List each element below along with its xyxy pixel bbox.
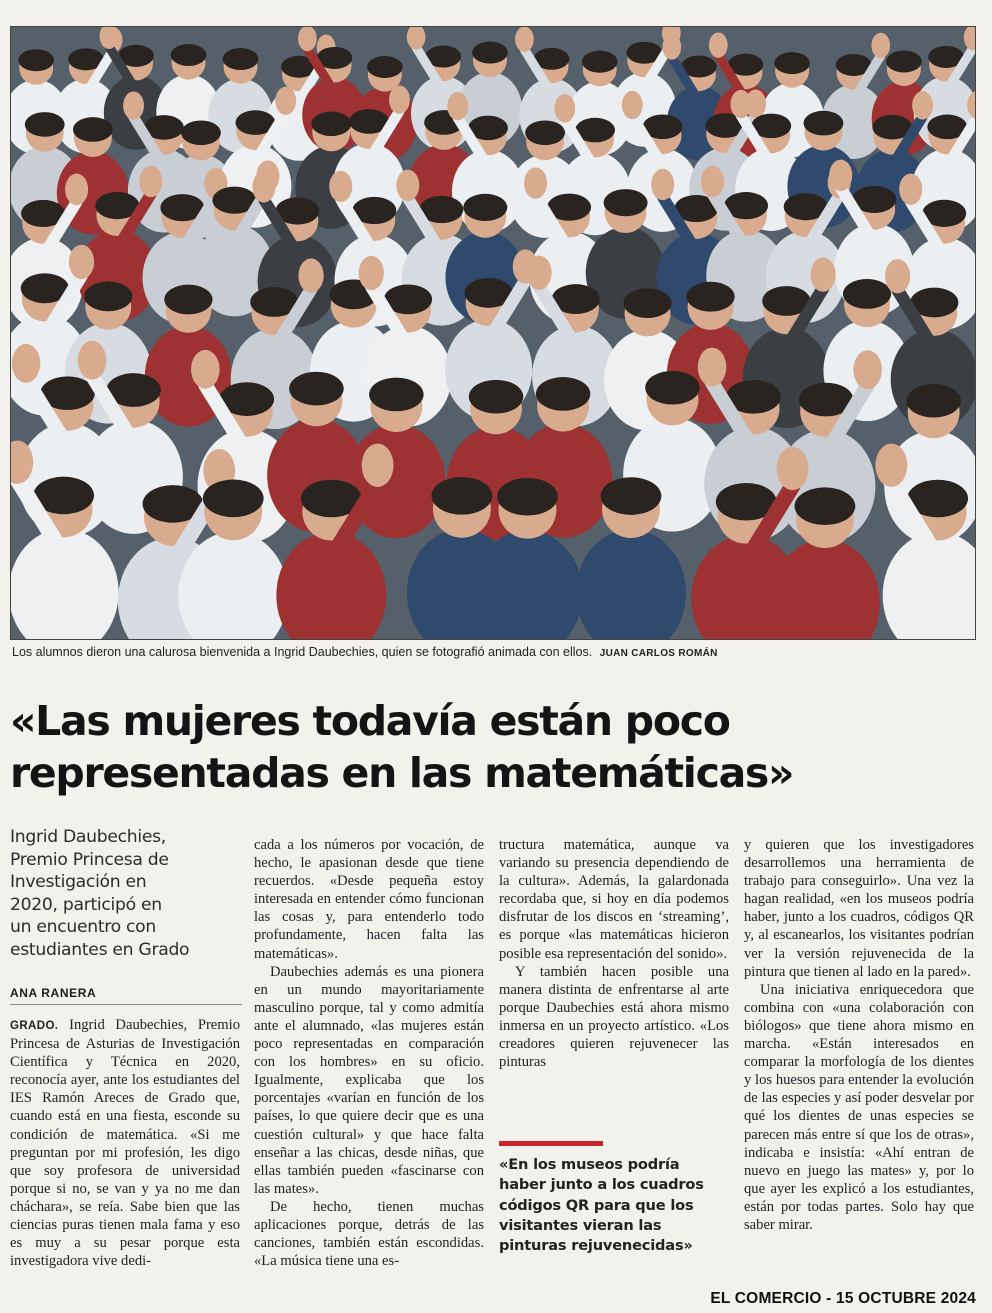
- headline-line-2: representadas en las matemáticas»: [10, 749, 794, 797]
- photo-credit: JUAN CARLOS ROMÁN: [599, 648, 718, 659]
- dateline: GRADO.: [10, 1020, 59, 1032]
- body-paragraph: y quieren que los investigadores desarrollemos una herramienta de trabajo para conseguirlo». Una vez la hagan realidad, «en los museos podría haber, junto a los cuadros, códigos QR y, al escanearlos, los visitantes podrían ver la versión rejuvenecida de la pintura que tienen al lado en la pared».: [744, 837, 974, 980]
- pullquote: «En los museos podría haber junto a los cuadros códigos QR para que los visitantes vieran las pinturas rejuvenecidas»: [499, 1156, 704, 1255]
- body-paragraph: [10, 1016, 240, 1270]
- subheadline-line: 2020, participó en: [10, 894, 162, 915]
- body-column-3: [499, 836, 729, 1071]
- body-column-2: [254, 836, 484, 1270]
- body-paragraph: Daubechies además es una pionera en un mundo mayoritariamente masculino porque, tal y como admitía ante el alumnado, «las mujeres están poco representadas en comparación con los hombres» en su oficio. Igualmente, explicaba que los porcentajes «varían en función de los países, lo que quiere decir que es una cuestión cultural» y que hace falta enseñar a las chicas, desde niñas, que ellas también pueden «fascinarse con las mates».: [254, 963, 484, 1197]
- body-paragraph: cada a los números por vocación, de hecho, le apasionan desde que tiene recuerdos. «Desde pequeña estoy interesada en entender cómo funcionan las cosas y, para entenderlo todo profundamente, hacen falta las matemáticas».: [254, 837, 484, 962]
- subheadline-line: estudiantes en Grado: [10, 939, 190, 960]
- body-column-1: [10, 1016, 240, 1270]
- subheadline: [10, 826, 242, 961]
- author-byline: ANA RANERA: [10, 986, 242, 1005]
- body-paragraph: De hecho, tienen muchas aplicaciones porque, detrás de las canciones, también están escondidas. «La música tiene una es-: [254, 1198, 484, 1270]
- caption-text: Los alumnos dieron una calurosa bienvenida a Ingrid Daubechies, quien se fotografió animada con ellos.: [12, 645, 593, 659]
- crowd-photo-icon: [11, 27, 975, 639]
- newspaper-masthead-date: EL COMERCIO - 15 OCTUBRE 2024: [710, 1290, 976, 1307]
- body-paragraph: Y también hacen posible una manera distinta de enfrentarse al arte porque Daubechies está ahora mismo inmersa en un proyecto artístico. «Los creadores quieren rejuvenecer las pinturas: [499, 963, 729, 1071]
- subheadline-line: Investigación en: [10, 872, 147, 892]
- headline: [10, 695, 970, 799]
- photo-caption: [12, 645, 972, 659]
- subheadline-line: un encuentro con: [10, 917, 156, 937]
- body-paragraph: tructura matemática, aunque va variando su presencia dependiendo de la cultura». Además, la galardonada recordaba que, si hoy en día podemos disfrutar de los discos en ‘streaming’, es porque «las matemáticas hicieron posible esa representación del sonido».: [499, 837, 729, 962]
- subheadline-line: Ingrid Daubechies,: [10, 827, 166, 847]
- subheadline-line: Premio Princesa de: [10, 849, 169, 870]
- body-paragraph: Una iniciativa enriquecedora que combina con «una colaboración con biólogos» que tiene ahora mismo en marcha. «Están interesados en comparar la morfología de los dientes y los huesos para entender la evolución de las especies y así poder desvelar por qué los dientes de unas especies se parecen más entre sí que los de otras», indicaba e insistía: «Ahí entran de nuevo en juego las mates» y, por lo que ayer les explicó a los estudiantes, están por todas partes. Solo hay que saber mirar.: [744, 981, 974, 1233]
- article-photo: [10, 26, 976, 640]
- body-column-4: [744, 836, 974, 1234]
- pullquote-accent-bar: [499, 1141, 603, 1146]
- headline-line-1: «Las mujeres todavía están poco: [10, 697, 730, 745]
- paragraph-text: Ingrid Daubechies, Premio Princesa de Asturias de Investigación Científica y Técnica en 2020, reconocía ayer, ante los estudiantes del IES Ramón Areces de Grado que, cuando está en una fiesta, esconde su condición de matemática. «Si me preguntan por mi profesión, les digo que soy profesora de universidad porque si no, se van y ya no me dan cháchara», se reía. Sabe bien que las ciencias puras tienen mala fama y eso es muy a su pesar porque esta investigadora vive dedi-: [10, 1017, 240, 1270]
